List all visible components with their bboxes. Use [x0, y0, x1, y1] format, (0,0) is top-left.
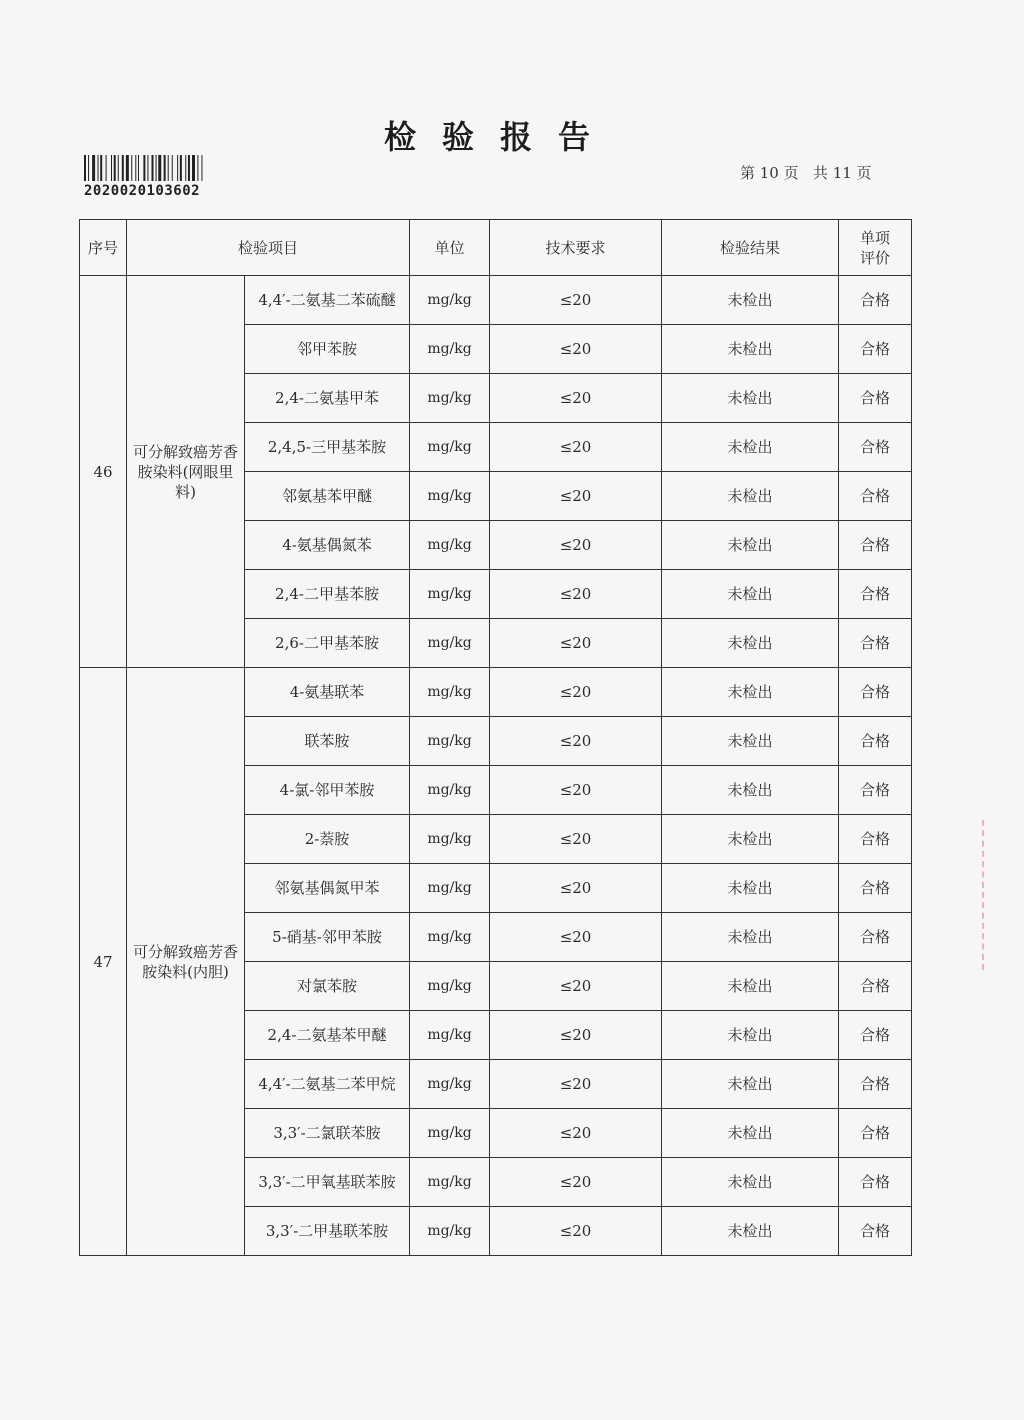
requirement-cell: ≤20 — [490, 276, 662, 325]
requirement-cell: ≤20 — [490, 1158, 662, 1207]
result-cell: 未检出 — [662, 521, 839, 570]
result-cell: 未检出 — [662, 815, 839, 864]
unit-cell: mg/kg — [410, 717, 490, 766]
verdict-cell: 合格 — [839, 1060, 912, 1109]
unit-cell: mg/kg — [410, 570, 490, 619]
unit-cell: mg/kg — [410, 1109, 490, 1158]
requirement-cell: ≤20 — [490, 374, 662, 423]
sub-item: 2,4-二氨基甲苯 — [245, 374, 410, 423]
table-body — [80, 276, 912, 1256]
result-cell: 未检出 — [662, 1011, 839, 1060]
sub-item: 4-氨基偶氮苯 — [245, 521, 410, 570]
requirement-cell: ≤20 — [490, 1109, 662, 1158]
result-cell: 未检出 — [662, 374, 839, 423]
sub-item: 邻甲苯胺 — [245, 325, 410, 374]
unit-cell: mg/kg — [410, 472, 490, 521]
result-cell: 未检出 — [662, 472, 839, 521]
requirement-cell: ≤20 — [490, 1207, 662, 1256]
requirement-cell: ≤20 — [490, 962, 662, 1011]
result-cell: 未检出 — [662, 1109, 839, 1158]
unit-cell: mg/kg — [410, 1011, 490, 1060]
sub-item: 2,6-二甲基苯胺 — [245, 619, 410, 668]
sub-item: 联苯胺 — [245, 717, 410, 766]
page-title: 检验报告 — [383, 118, 616, 156]
result-cell: 未检出 — [662, 1060, 839, 1109]
result-cell: 未检出 — [662, 766, 839, 815]
requirement-cell: ≤20 — [490, 619, 662, 668]
group-seq: 47 — [80, 668, 127, 1256]
sub-item: 邻氨基偶氮甲苯 — [245, 864, 410, 913]
unit-cell: mg/kg — [410, 619, 490, 668]
unit-cell: mg/kg — [410, 962, 490, 1011]
unit-cell: mg/kg — [410, 668, 490, 717]
requirement-cell: ≤20 — [490, 717, 662, 766]
result-cell: 未检出 — [662, 570, 839, 619]
requirement-cell: ≤20 — [490, 668, 662, 717]
header-unit: 单位 — [410, 220, 490, 276]
table-row — [80, 276, 912, 325]
verdict-cell: 合格 — [839, 374, 912, 423]
sub-item: 2,4,5-三甲基苯胺 — [245, 423, 410, 472]
result-cell: 未检出 — [662, 619, 839, 668]
verdict-cell: 合格 — [839, 913, 912, 962]
stamp-mark — [982, 820, 1014, 970]
verdict-cell: 合格 — [839, 423, 912, 472]
unit-cell: mg/kg — [410, 374, 490, 423]
requirement-cell: ≤20 — [490, 570, 662, 619]
sub-item: 2,4-二氨基苯甲醚 — [245, 1011, 410, 1060]
sub-item: 4,4′-二氨基二苯甲烷 — [245, 1060, 410, 1109]
requirement-cell: ≤20 — [490, 1060, 662, 1109]
verdict-cell: 合格 — [839, 276, 912, 325]
verdict-cell: 合格 — [839, 521, 912, 570]
result-cell: 未检出 — [662, 276, 839, 325]
verdict-cell: 合格 — [839, 1158, 912, 1207]
barcode-icon — [84, 155, 240, 181]
result-cell: 未检出 — [662, 1207, 839, 1256]
sub-item: 2,4-二甲基苯胺 — [245, 570, 410, 619]
header-item: 检验项目 — [127, 220, 410, 276]
verdict-cell: 合格 — [839, 766, 912, 815]
result-cell: 未检出 — [662, 423, 839, 472]
header-result: 检验结果 — [662, 220, 839, 276]
sub-item: 3,3′-二甲氧基联苯胺 — [245, 1158, 410, 1207]
sub-item: 邻氨基苯甲醚 — [245, 472, 410, 521]
inspection-table — [79, 219, 912, 1256]
verdict-cell: 合格 — [839, 619, 912, 668]
sub-item: 5-硝基-邻甲苯胺 — [245, 913, 410, 962]
verdict-cell: 合格 — [839, 325, 912, 374]
unit-cell: mg/kg — [410, 276, 490, 325]
verdict-cell: 合格 — [839, 570, 912, 619]
page-info: 第 10 页 共 11 页 — [740, 164, 872, 182]
verdict-cell: 合格 — [839, 668, 912, 717]
sub-item: 3,3′-二氯联苯胺 — [245, 1109, 410, 1158]
requirement-cell: ≤20 — [490, 1011, 662, 1060]
header-verdict: 单项 评价 — [839, 220, 912, 276]
unit-cell: mg/kg — [410, 325, 490, 374]
header-requirement: 技术要求 — [490, 220, 662, 276]
group-seq: 46 — [80, 276, 127, 668]
verdict-cell: 合格 — [839, 472, 912, 521]
unit-cell: mg/kg — [410, 521, 490, 570]
requirement-cell: ≤20 — [490, 521, 662, 570]
verdict-cell: 合格 — [839, 864, 912, 913]
verdict-cell: 合格 — [839, 1109, 912, 1158]
requirement-cell: ≤20 — [490, 864, 662, 913]
verdict-cell: 合格 — [839, 962, 912, 1011]
verdict-cell: 合格 — [839, 717, 912, 766]
group-name: 可分解致癌芳香胺染料(内胆) — [127, 668, 245, 1256]
result-cell: 未检出 — [662, 668, 839, 717]
sub-item: 4-氯-邻甲苯胺 — [245, 766, 410, 815]
table-row — [80, 668, 912, 717]
result-cell: 未检出 — [662, 962, 839, 1011]
result-cell: 未检出 — [662, 864, 839, 913]
unit-cell: mg/kg — [410, 423, 490, 472]
verdict-cell: 合格 — [839, 1207, 912, 1256]
sub-item: 3,3′-二甲基联苯胺 — [245, 1207, 410, 1256]
requirement-cell: ≤20 — [490, 325, 662, 374]
unit-cell: mg/kg — [410, 815, 490, 864]
verdict-cell: 合格 — [839, 1011, 912, 1060]
unit-cell: mg/kg — [410, 1207, 490, 1256]
unit-cell: mg/kg — [410, 913, 490, 962]
verdict-cell: 合格 — [839, 815, 912, 864]
sub-item: 对氯苯胺 — [245, 962, 410, 1011]
result-cell: 未检出 — [662, 1158, 839, 1207]
table-header-row — [80, 220, 912, 276]
unit-cell: mg/kg — [410, 1158, 490, 1207]
unit-cell: mg/kg — [410, 766, 490, 815]
result-cell: 未检出 — [662, 325, 839, 374]
result-cell: 未检出 — [662, 913, 839, 962]
sub-item: 4-氨基联苯 — [245, 668, 410, 717]
group-name: 可分解致癌芳香胺染料(网眼里料) — [127, 276, 245, 668]
requirement-cell: ≤20 — [490, 472, 662, 521]
requirement-cell: ≤20 — [490, 766, 662, 815]
result-cell: 未检出 — [662, 717, 839, 766]
requirement-cell: ≤20 — [490, 423, 662, 472]
sub-item: 4,4′-二氨基二苯硫醚 — [245, 276, 410, 325]
barcode — [84, 155, 244, 199]
sub-item: 2-萘胺 — [245, 815, 410, 864]
unit-cell: mg/kg — [410, 864, 490, 913]
header-seq: 序号 — [80, 220, 127, 276]
requirement-cell: ≤20 — [490, 913, 662, 962]
unit-cell: mg/kg — [410, 1060, 490, 1109]
requirement-cell: ≤20 — [490, 815, 662, 864]
barcode-number: 2020020103602 — [84, 183, 201, 199]
